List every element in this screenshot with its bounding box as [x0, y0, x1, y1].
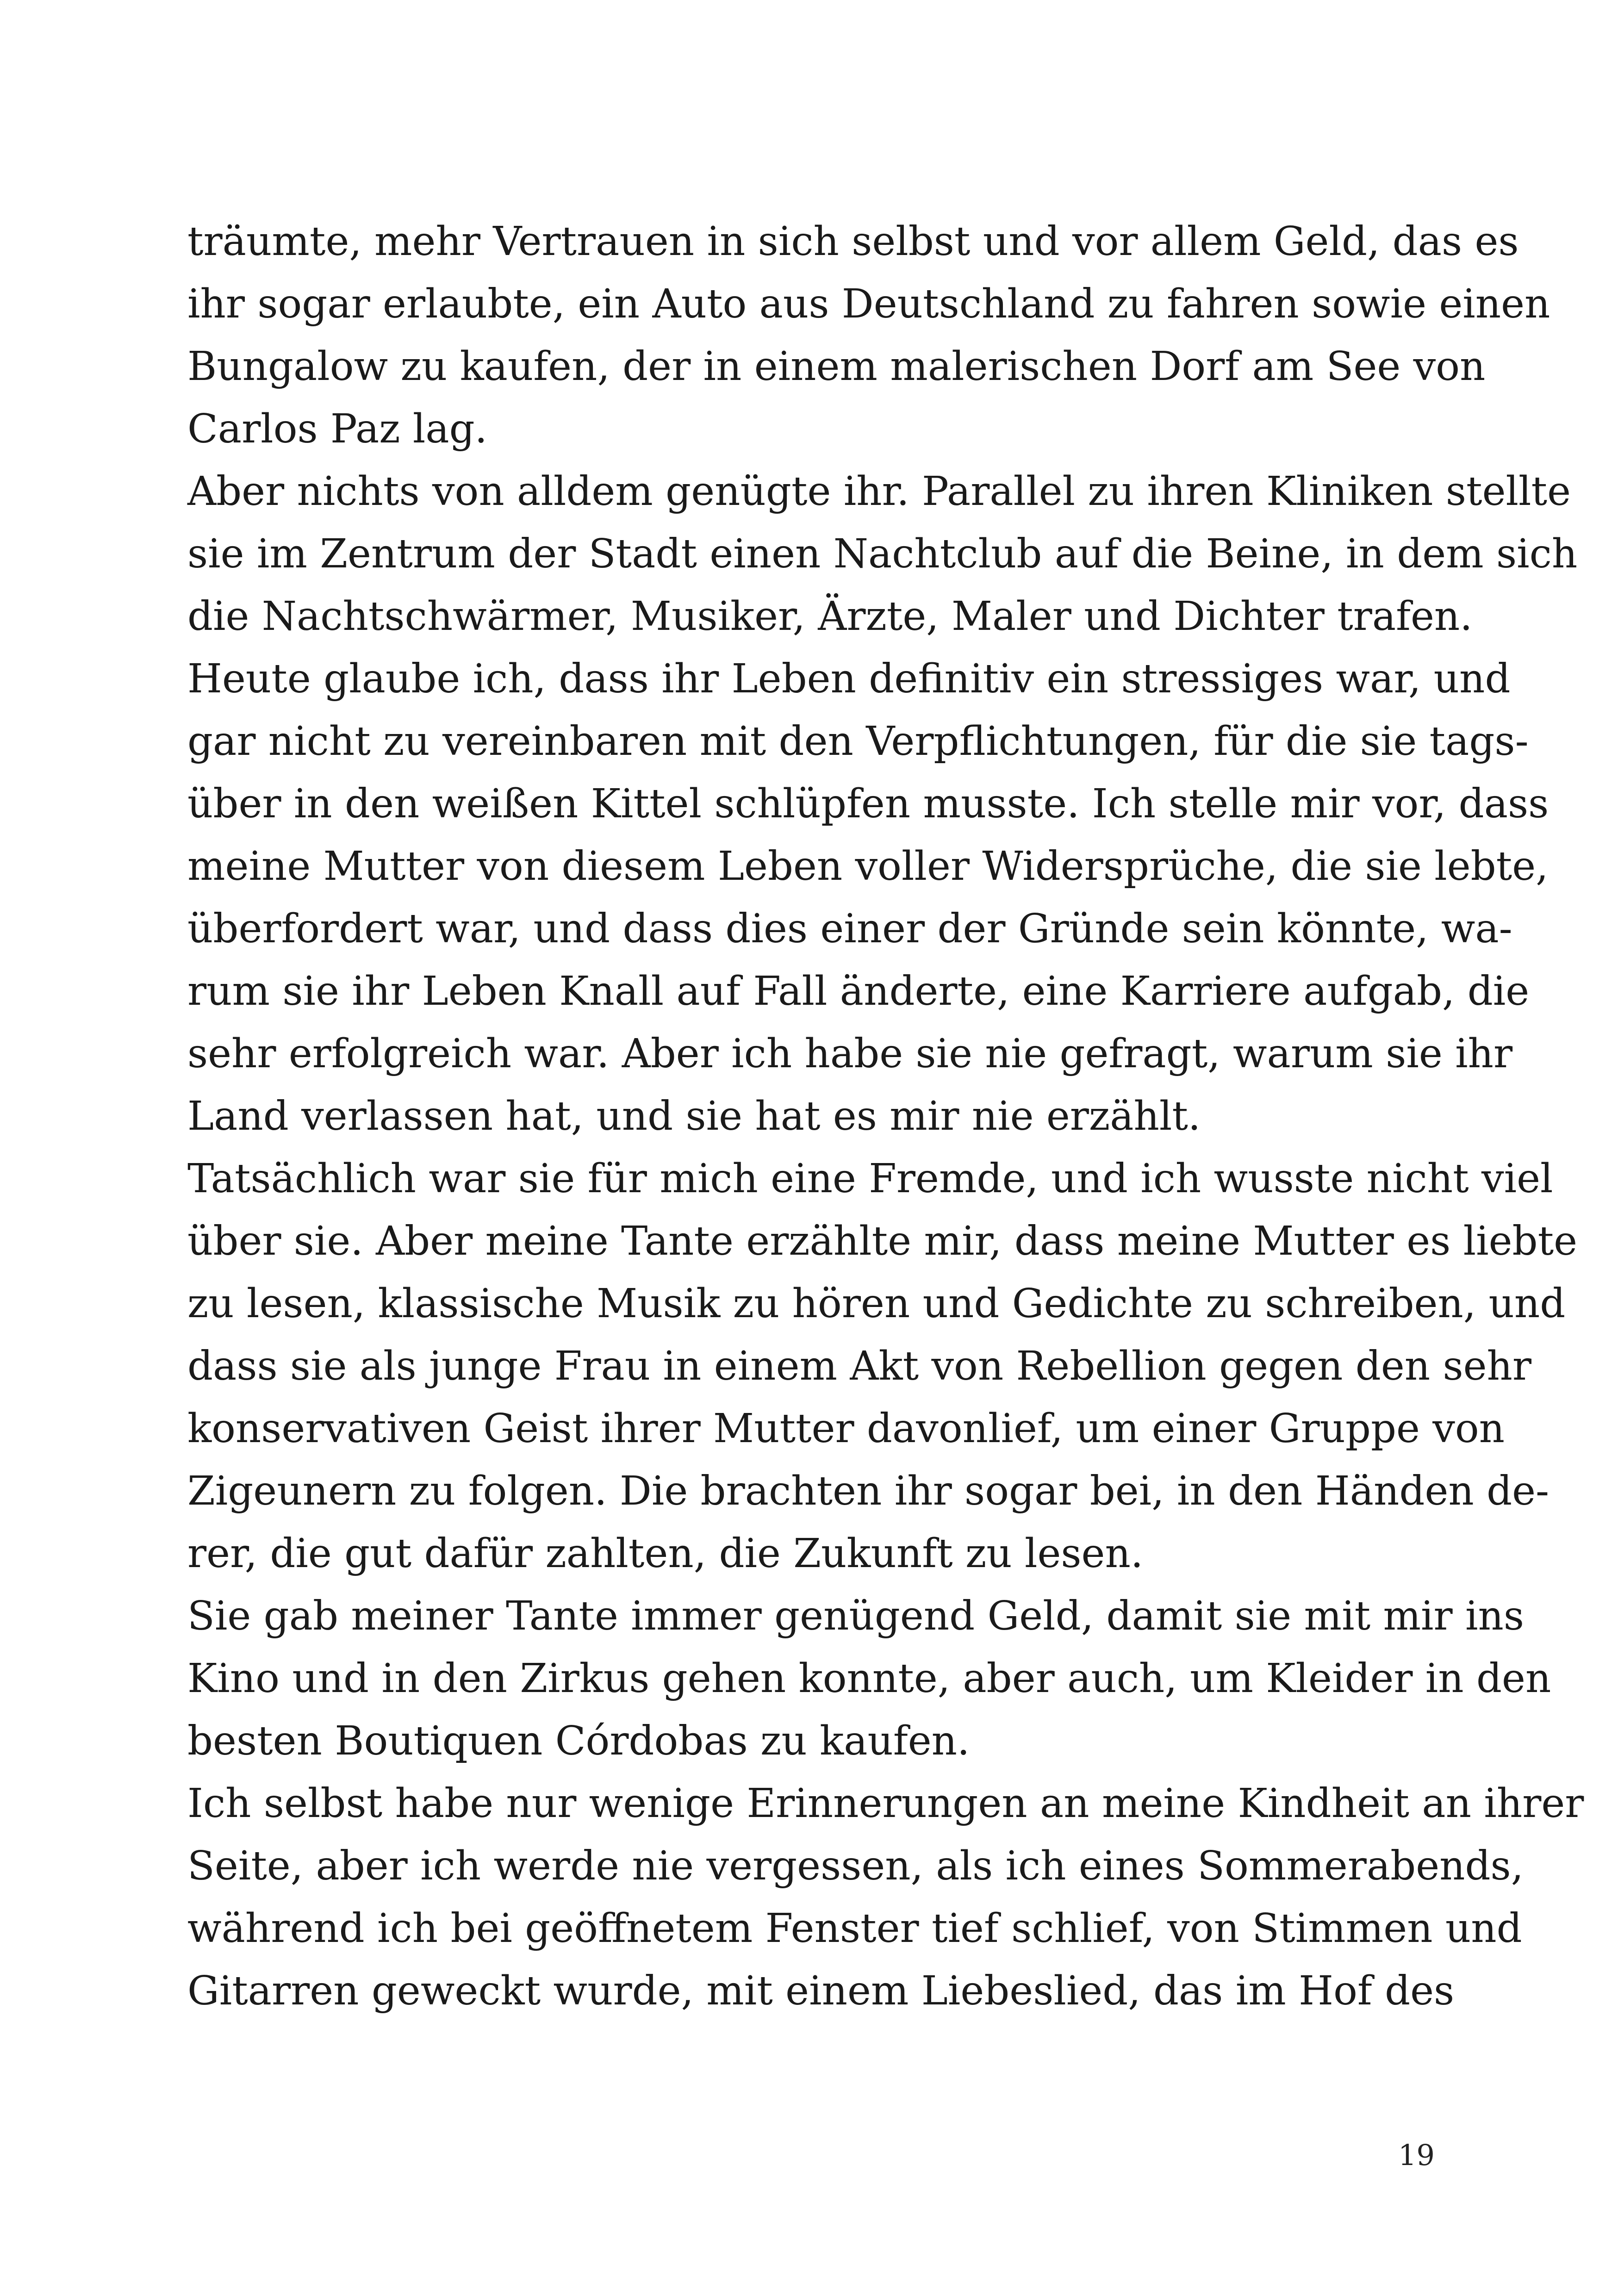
text-line: Land verlassen hat, und sie hat es mir nie erzählt.	[187, 1093, 1201, 1139]
text-line: rer, die gut dafür zahlten, die Zukunft zu lesen.	[187, 1531, 1144, 1577]
text-line: Seite, aber ich werde nie vergessen, als ich eines Sommerabends,	[187, 1843, 1524, 1889]
text-line: Aber nichts von alldem genügte ihr. Parallel zu ihren Kliniken stellte	[187, 468, 1571, 515]
text-line: sie im Zentrum der Stadt einen Nachtclub auf die Beine, in dem sich	[187, 531, 1578, 577]
text-line: Bungalow zu kaufen, der in einem malerischen Dorf am See von	[187, 343, 1486, 390]
text-line: rum sie ihr Leben Knall auf Fall änderte, eine Karriere aufgab, die	[187, 968, 1530, 1014]
paragraph	[187, 460, 1578, 1148]
text-line: gar nicht zu vereinbaren mit den Verpflichtungen, für die sie tags-	[187, 718, 1529, 765]
text-line: träumte, mehr Vertrauen in sich selbst und vor allem Geld, das es	[187, 218, 1519, 265]
paragraph	[187, 1148, 1578, 1585]
text-line: besten Boutiquen Córdobas zu kaufen.	[187, 1718, 970, 1764]
text-line: über in den weißen Kittel schlüpfen musste. Ich stelle mir vor, dass	[187, 781, 1549, 827]
paragraph	[187, 1585, 1551, 1773]
text-line: zu lesen, klassische Musik zu hören und Gedichte zu schreiben, und	[187, 1281, 1566, 1327]
text-line: Gitarren geweckt wurde, mit einem Liebeslied, das im Hof des	[187, 1968, 1455, 2014]
text-line: dass sie als junge Frau in einem Akt von Rebellion gegen den sehr	[187, 1343, 1531, 1389]
text-line: die Nachtschwärmer, Musiker, Ärzte, Maler und Dichter trafen.	[187, 593, 1473, 640]
text-line: über sie. Aber meine Tante erzählte mir, dass meine Mutter es liebte	[187, 1218, 1578, 1264]
text-line: Zigeunern zu folgen. Die brachten ihr sogar bei, in den Händen de-	[187, 1468, 1550, 1514]
paragraph	[187, 211, 1550, 460]
text-line: Sie gab meiner Tante immer genügend Geld, damit sie mit mir ins	[187, 1593, 1525, 1639]
body-text	[187, 211, 1584, 2022]
text-line: Carlos Paz lag.	[187, 406, 488, 452]
text-line: Ich selbst habe nur wenige Erinnerungen an meine Kindheit an ihrer	[187, 1780, 1584, 1827]
text-line: Kino und in den Zirkus gehen konnte, aber auch, um Kleider in den	[187, 1655, 1551, 1702]
paragraph	[187, 1773, 1584, 2022]
text-line: meine Mutter von diesem Leben voller Widersprüche, die sie lebte,	[187, 843, 1549, 890]
text-line: überfordert war, und dass dies einer der Gründe sein könnte, wa-	[187, 906, 1512, 952]
text-line: konservativen Geist ihrer Mutter davonlief, um einer Gruppe von	[187, 1406, 1505, 1452]
page-number: 19	[1398, 2138, 1435, 2172]
text-line: Tatsächlich war sie für mich eine Fremde, und ich wusste nicht viel	[187, 1156, 1553, 1202]
text-line: ihr sogar erlaubte, ein Auto aus Deutschland zu fahren sowie einen	[187, 281, 1550, 327]
text-line: sehr erfolgreich war. Aber ich habe sie nie gefragt, warum sie ihr	[187, 1031, 1513, 1077]
text-line: während ich bei geöffnetem Fenster tief schlief, von Stimmen und	[187, 1905, 1522, 1952]
text-line: Heute glaube ich, dass ihr Leben definitiv ein stressiges war, und	[187, 656, 1511, 702]
